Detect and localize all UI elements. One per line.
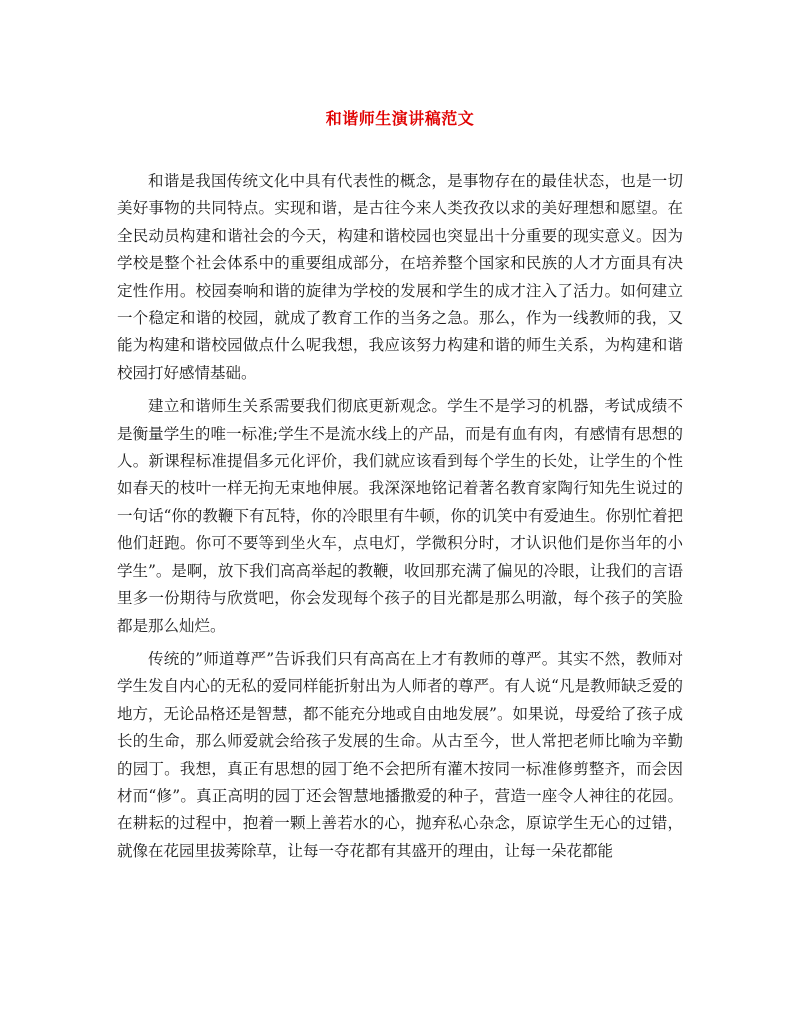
document-body [117,168,683,871]
document-title: 和谐师生演讲稿范文 [325,109,475,128]
paragraph-2: 建立和谐师生关系需要我们彻底更新观念。学生不是学习的机器，考试成绩不是衡量学生的唯一标准;学生不是流水线上的产品，而是有血有肉，有感情有思想的人。新课程标准提倡多元化评价，我们就应该看到每个学生的长处，让学生的个性如春天的枝叶一样无拘无束地伸展。我深深地铭记着著名教育家陶行知先生说过的一句话“你的教鞭下有瓦特，你的冷眼里有牛顿，你的讥笑中有爱迪生。你别忙着把他们赶跑。你可不要等到坐火车，点电灯，学微积分时，才认识他们是你当年的小学生”。是啊，放下我们高高举起的教鞭，收回那充满了偏见的冷眼，让我们的言语里多一份期待与欣赏吧，你会发现每个孩子的目光都是那么明澈，每个孩子的笑脸都是那么灿烂。 [117,397,683,635]
paragraph-3: 传统的”师道尊严”告诉我们只有高高在上才有教师的尊严。其实不然，教师对学生发自内心的无私的爱同样能折射出为人师者的尊严。有人说“凡是教师缺乏爱的地方，无论品格还是智慧，都不能充分地或自由地发展”。如果说，母爱给了孩子成长的生命，那么师爱就会给孩子发展的生命。从古至今，世人常把老师比喻为辛勤的园丁。我想，真正有思想的园丁绝不会把所有灌木按同一标准修剪整齐，而会因材而“修”。真正高明的园丁还会智慧地播撒爱的种子，营造一座令人神往的花园。在耕耘的过程中，抱着一颗上善若水的心，抛弃私心杂念，原谅学生无心的过错，就像在花园里拔莠除草，让每一夺花都有其盛开的理由，让每一朵花都能 [117,649,683,860]
paragraph-1: 和谐是我国传统文化中具有代表性的概念，是事物存在的最佳状态，也是一切美好事物的共同特点。实现和谐，是古往今来人类孜孜以求的美好理想和愿望。在全民动员构建和谐社会的今天，构建和谐校园也突显出十分重要的现实意义。因为学校是整个社会体系中的重要组成部分，在培养整个国家和民族的人才方面具有决定性作用。校园奏响和谐的旋律为学校的发展和学生的成才注入了活力。如何建立一个稳定和谐的校园，就成了教育工作的当务之急。那么，作为一线教师的我，又能为构建和谐校园做点什么呢我想，我应该努力构建和谐的师生关系，为构建和谐校园打好感情基础。 [117,172,683,382]
